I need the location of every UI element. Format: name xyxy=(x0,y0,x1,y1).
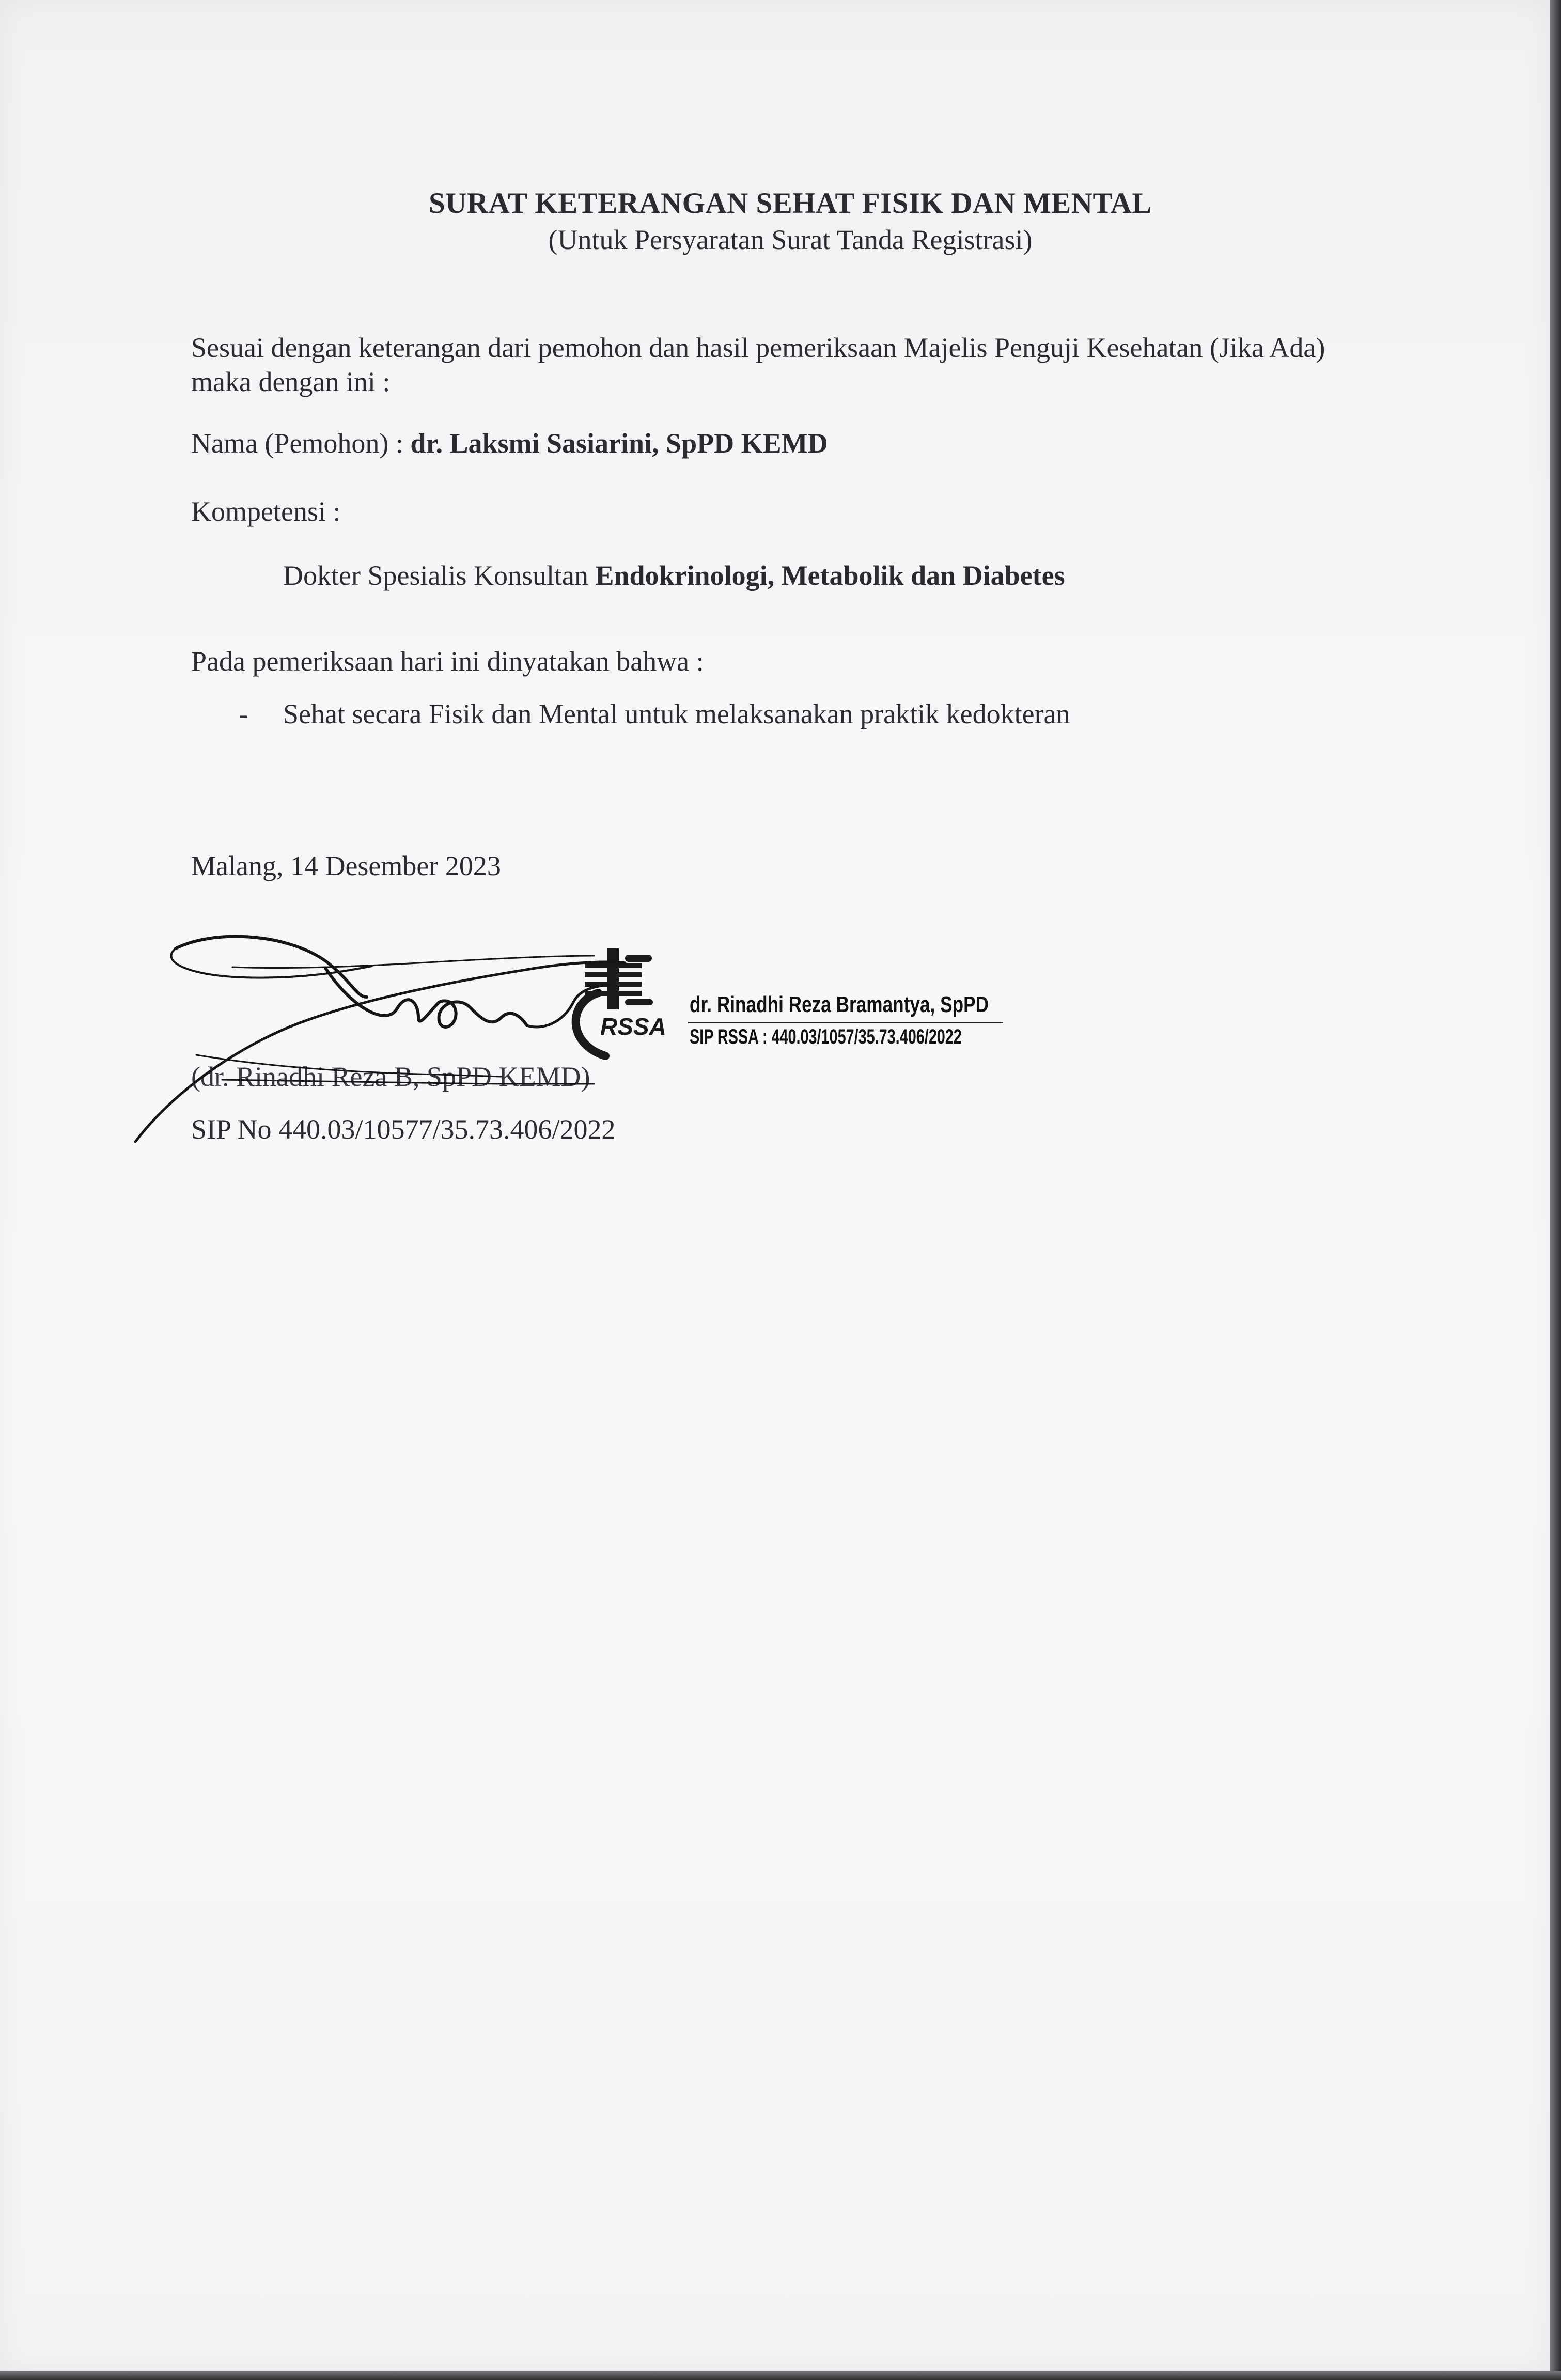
stamp-sip: SIP RSSA : 440.03/1057/35.73.406/2022 xyxy=(690,1025,962,1048)
background-edge-right xyxy=(1550,0,1561,2380)
letter-subtitle: (Untuk Persyaratan Surat Tanda Registrasi) xyxy=(548,224,1033,255)
background-edge-bottom xyxy=(0,2371,1561,2380)
handwritten-signature xyxy=(129,920,723,1157)
stamp-logo-text: RSSA xyxy=(600,1013,666,1040)
competence-label: Kompetensi : xyxy=(191,496,341,527)
signatory-sip: SIP No 440.03/10577/35.73.406/2022 xyxy=(191,1114,616,1145)
competence-row xyxy=(283,559,1065,592)
applicant-label: Nama (Pemohon) : xyxy=(191,428,403,459)
competence-prefix: Dokter Spesialis Konsultan xyxy=(283,560,588,591)
stamp-divider xyxy=(688,1022,1003,1023)
applicant-name: dr. Laksmi Sasiarini, SpPD KEMD xyxy=(410,428,828,459)
applicant-row xyxy=(191,427,828,460)
bullet-dash: - xyxy=(239,698,248,729)
signatory-name: (dr. Rinadhi Reza B, SpPD KEMD) xyxy=(191,1061,590,1092)
letter-title: SURAT KETERANGAN SEHAT FISIK DAN MENTAL xyxy=(429,187,1152,220)
stamp-name: dr. Rinadhi Reza Bramantya, SpPD xyxy=(690,992,989,1017)
exam-intro: Pada pemeriksaan hari ini dinyatakan bahwa : xyxy=(191,646,704,677)
intro-paragraph: Sesuai dengan keterangan dari pemohon dan hasil pemeriksaan Majelis Penguji Kesehatan (Jika Ada) maka dengan ini : xyxy=(191,332,1325,397)
competence-field: Endokrinologi, Metabolik dan Diabetes xyxy=(595,560,1065,591)
health-statement: Sehat secara Fisik dan Mental untuk melaksanakan praktik kedokteran xyxy=(283,698,1070,729)
place-date: Malang, 14 Desember 2023 xyxy=(191,850,501,881)
